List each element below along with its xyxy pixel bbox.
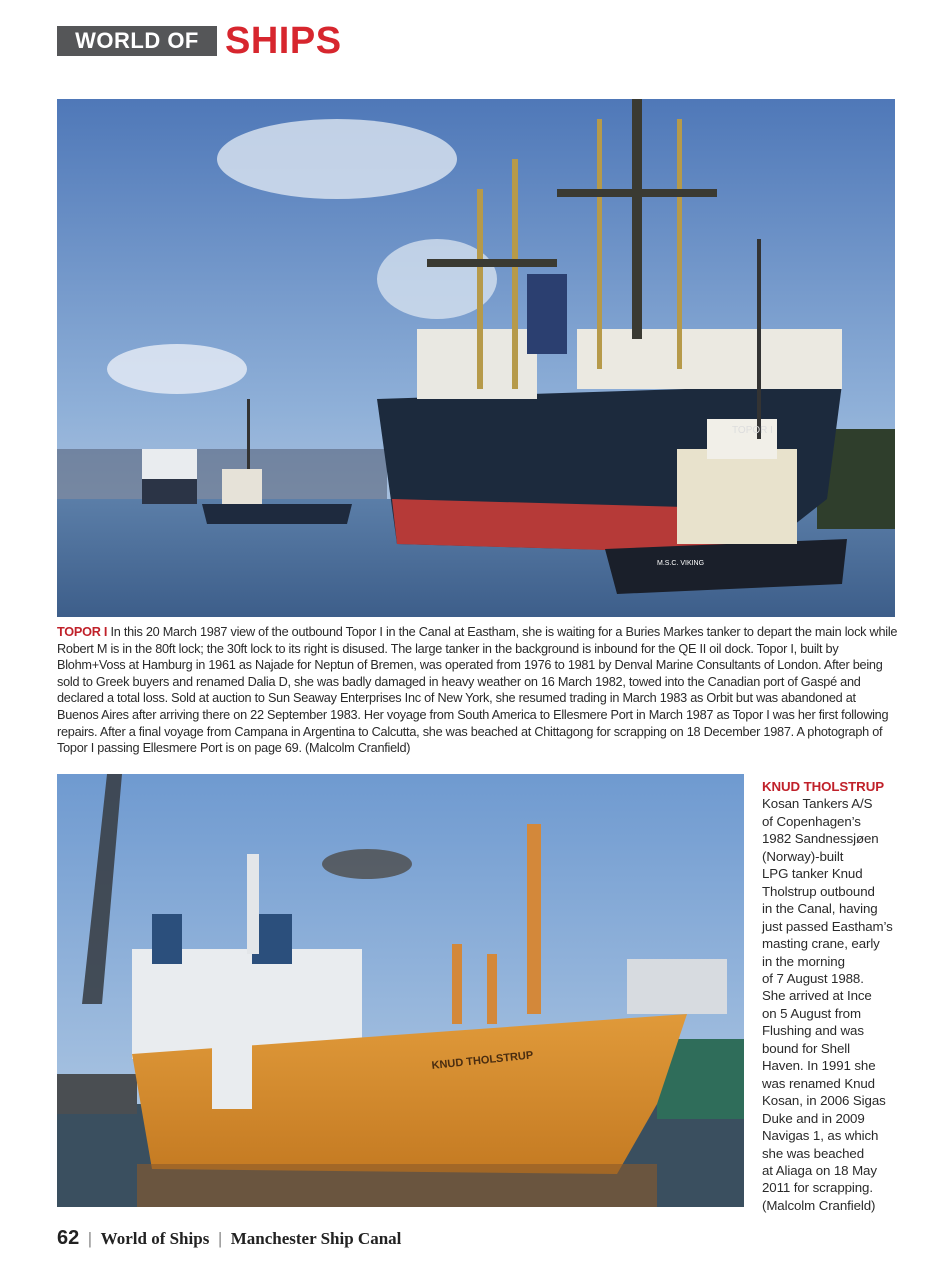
caption-line: 1982 Sandnessjøen — [762, 831, 879, 847]
ship-name-label: TOPOR I — [732, 425, 773, 436]
caption-line: Tholstrup outbound — [762, 883, 875, 899]
section-name: Manchester Ship Canal — [230, 1228, 402, 1248]
logo-ships: SHIPS — [225, 20, 342, 62]
caption-line: LPG tanker Knud — [762, 866, 863, 882]
caption-line: at Aliaga on 18 May — [762, 1162, 877, 1178]
caption-line: in the Canal, having — [762, 901, 878, 917]
caption-line: Kosan Tankers A/S — [762, 796, 873, 812]
caption-line: Haven. In 1991 she — [762, 1058, 876, 1074]
logo-world-of: WORLD OF — [57, 26, 217, 56]
caption-knud-tholstrup — [762, 778, 902, 1214]
magazine-logo — [57, 20, 342, 62]
caption-line: was renamed Knud — [762, 1075, 875, 1091]
caption-line: Flushing and was — [762, 1023, 864, 1039]
caption-line: (Norway)-built — [762, 848, 844, 864]
photo-topor-i — [57, 99, 895, 617]
caption-line: she was beached — [762, 1145, 864, 1161]
photo-knud-tholstrup — [57, 774, 744, 1207]
caption-line: on 5 August from — [762, 1005, 861, 1021]
caption-line: (Malcolm Cranfield) — [762, 1197, 876, 1213]
caption-text: In this 20 March 1987 view of the outbound Topor I in the Canal at Eastham, she is waiting for a Buries Markes tanker to depart the main lock while Robert M is in the 80ft lock; the 30ft lock to its right is disused. The large tanker in the background is inbound for the QE II oil dock. Topor I, built by Blohm+Voss at Hamburg in 1961 as Najade for Neptun of Bremen, was operated from 1976 to 1981 by Denval Marine Consultants of London. After being sold to Greek buyers and renamed Dalia D, she was badly damaged in heavy weather on 16 March 1982, towed into the Canadian port of Gaspé and declared a total loss. Sold at auction to Sun Seaway Enterprises Inc of New York, she resumed trading in March 1983 as Orbit but was abandoned at Buenos Aires after arriving there on 22 September 1983. Her voyage from South America to Ellesmere Port in March 1987 as Topor I was her first following repairs. After a final voyage from Campana in Argentina to Calcutta, she was beached at Chittagong for scrapping on 18 December 1987. A photograph of Topor I passing Ellesmere Port is on page 69. (Malcolm Cranfield) — [57, 625, 898, 756]
ship-name-label: KNUD THOLSTRUP — [431, 1049, 534, 1072]
page-number: 62 — [57, 1227, 80, 1249]
caption-title: KNUD THOLSTRUP — [762, 779, 884, 794]
caption-line: in the morning — [762, 953, 845, 969]
caption-line: 2011 for scrapping. — [762, 1180, 873, 1196]
tug-name-label: M.S.C. VIKING — [657, 560, 705, 567]
magazine-name: World of Ships — [100, 1228, 210, 1248]
caption-title: TOPOR I — [57, 625, 108, 639]
divider: | — [88, 1228, 92, 1248]
page-footer — [57, 1227, 401, 1250]
caption-topor-i — [57, 624, 899, 757]
caption-line: She arrived at Ince — [762, 988, 872, 1004]
caption-line: bound for Shell — [762, 1040, 850, 1056]
caption-line: Navigas 1, as which — [762, 1128, 879, 1144]
caption-line: just passed Eastham’s — [762, 918, 893, 934]
caption-line: Kosan, in 2006 Sigas — [762, 1093, 886, 1109]
caption-line: masting crane, early — [762, 936, 880, 952]
caption-line: of 7 August 1988. — [762, 970, 864, 986]
caption-line: of Copenhagen’s — [762, 813, 861, 829]
divider: | — [218, 1228, 222, 1248]
caption-line: Duke and in 2009 — [762, 1110, 865, 1126]
